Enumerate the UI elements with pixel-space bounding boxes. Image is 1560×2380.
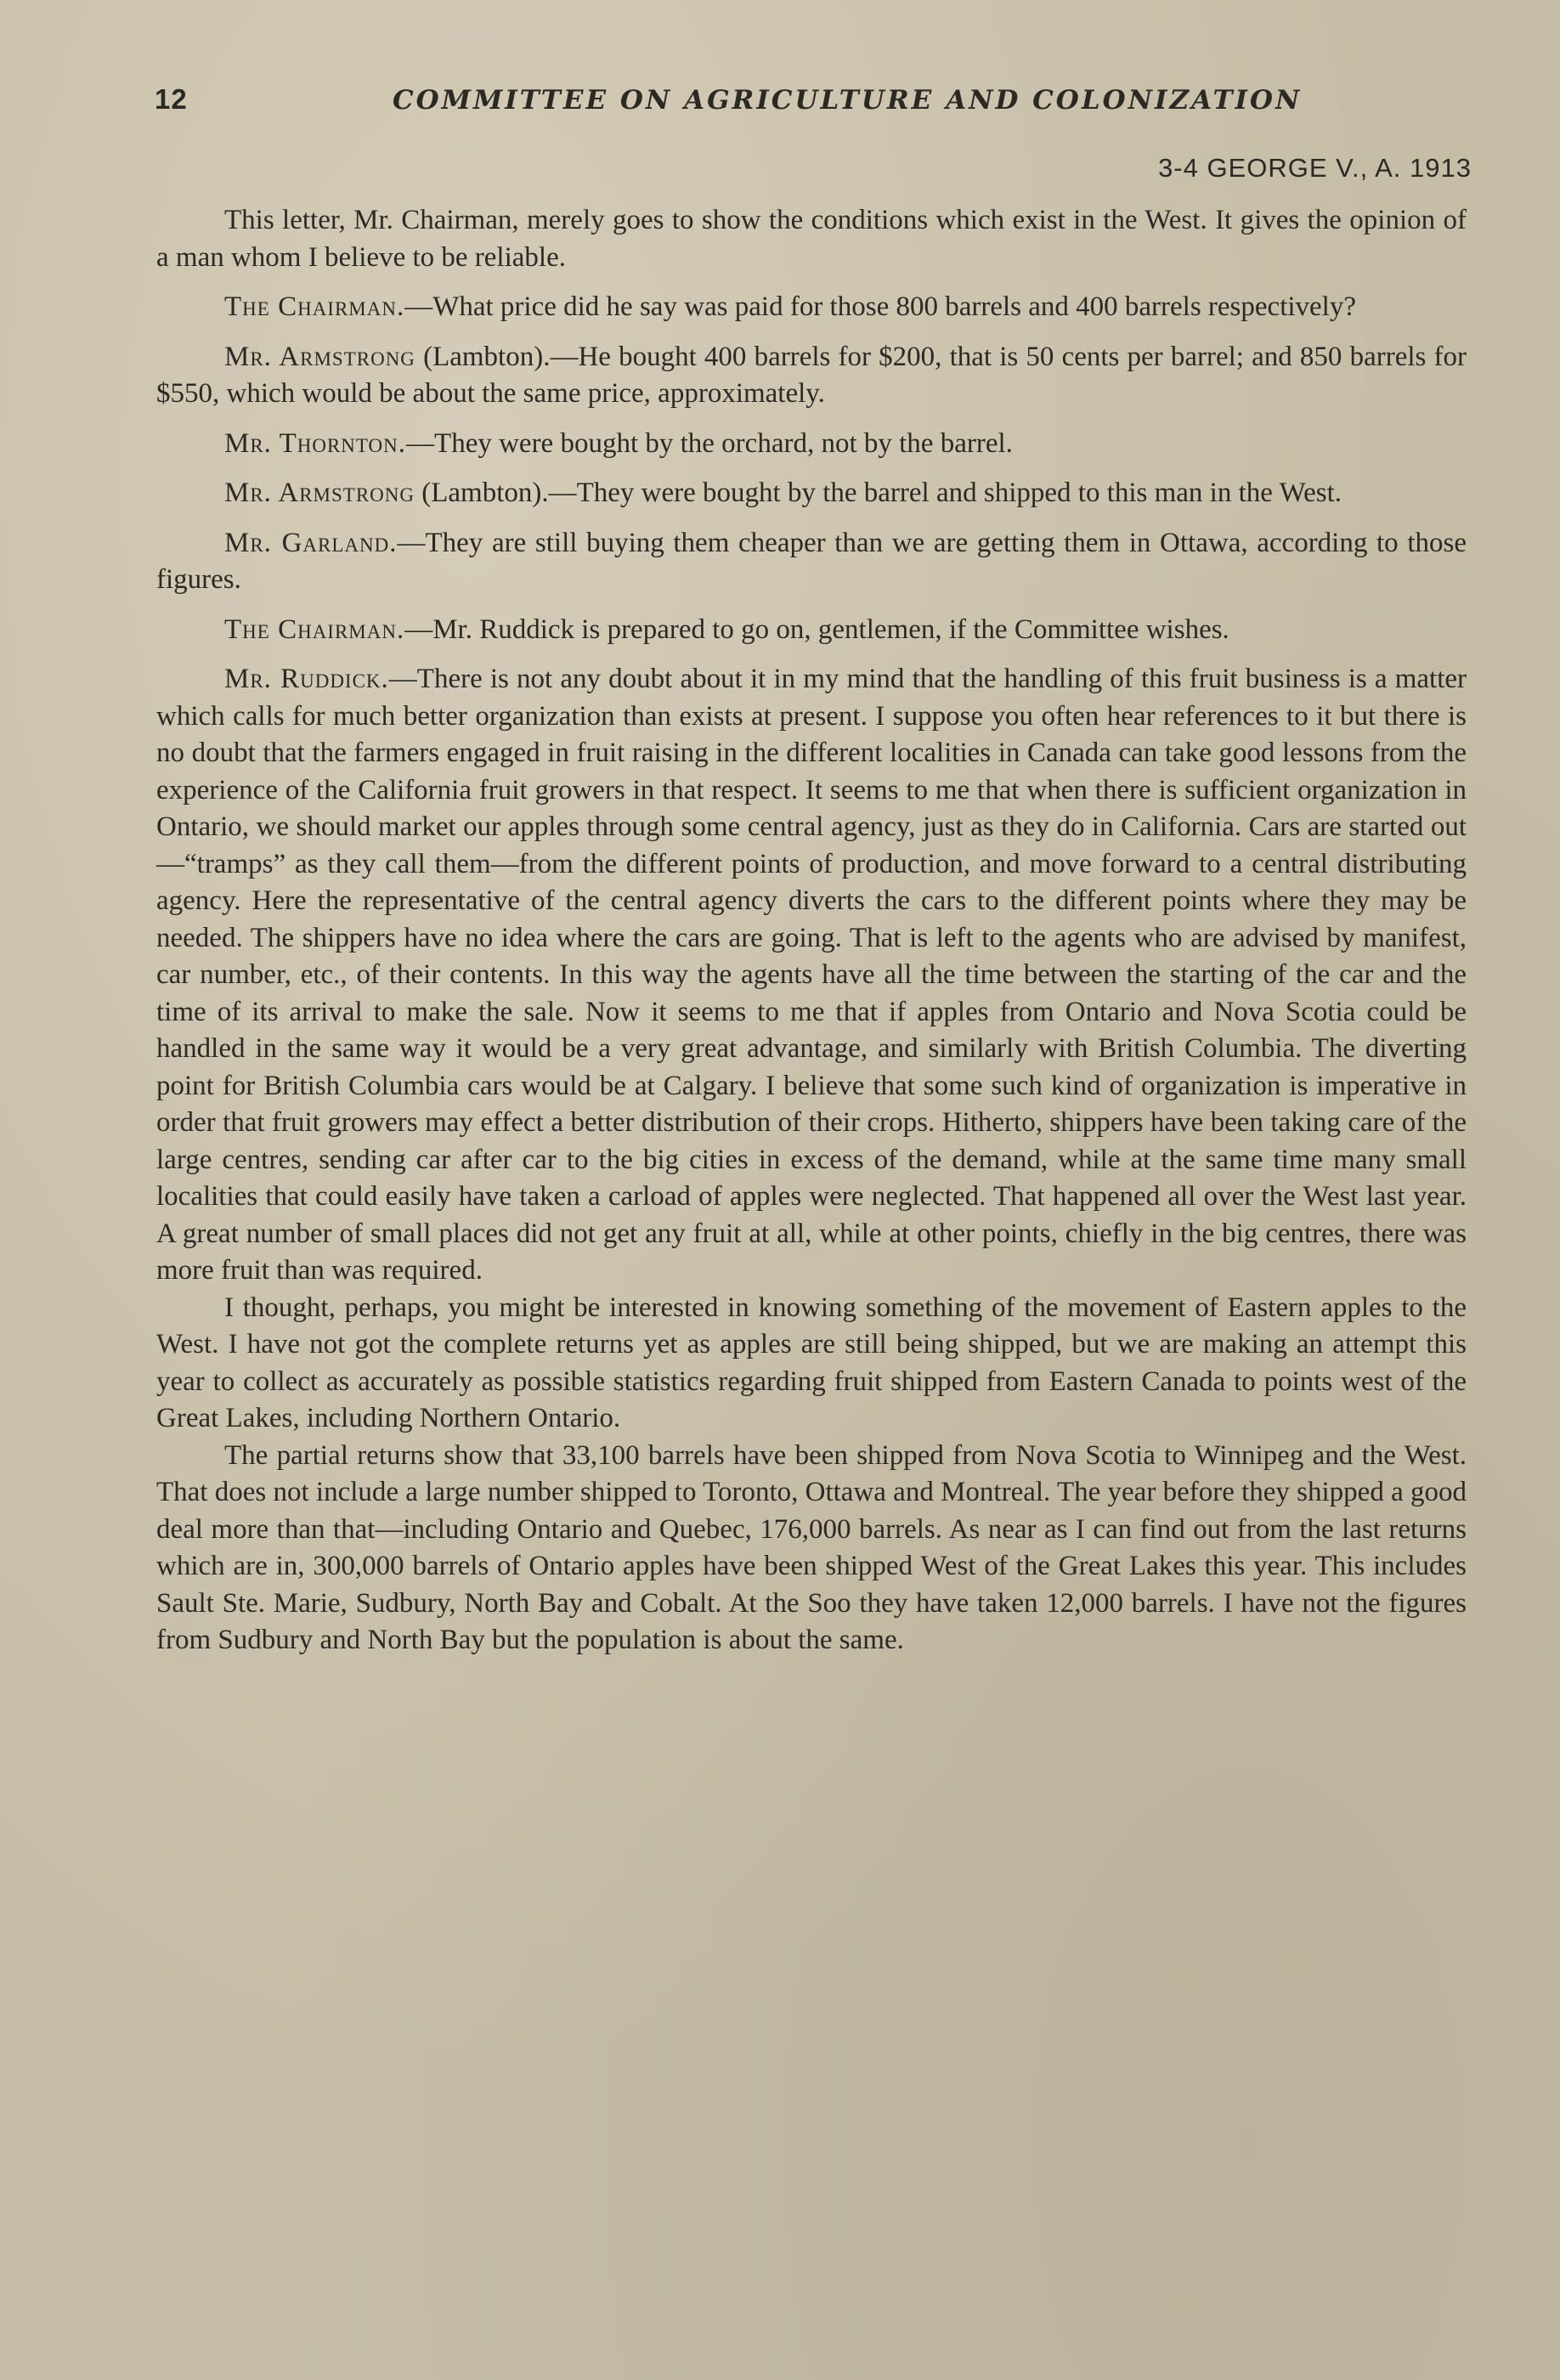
speaker-name: Mr. Thornton. [224,427,407,459]
paragraph [156,1290,1467,1438]
paragraph-text: —There is not any doubt about it in my mind that the handling of this fruit business is a matter which calls for much better organization than exists at present. I suppose you often hear references to it but there is no doubt that the farmers engaged in fruit raising in the different localities in Canada can take good lessons from the experience of the California fruit growers in that respect. It seems to me that when there is sufficient organization in Ontario, we should market our apples through some central agency, just as they do in California. Cars are started out—“tramps” as they call them—from the different points of production, and move forward to a central distributing agency. Here the representative of the central agency diverts the cars to the different points where they may be needed. The shippers have no idea where the cars are going. That is left to the agents who are advised by manifest, car number, etc., of their contents. In this way the agents have all the time between the starting of the car and the time of its arrival to make the sale. Now it seems to me that if apples from Ontario and Nova Scotia could be handled in the same way it would be a very great advantage, and similarly with British Columbia. The diverting point for British Columbia cars would be at Calgary. I believe that some such kind of organization is imperative in order that fruit growers may effect a better distribution of their crops. Hitherto, shippers have been taking care of the large centres, sending car after car to the big cities in excess of the demand, while at the same time many small localities that could easily have taken a carload of apples were neglected. That happened all over the West last year. A great number of small places did not get any fruit at all, while at other points, chiefly in the big centres, there was more fruit than was required. [156,664,1467,1286]
speaker-name: Mr. Armstrong [224,341,415,372]
paragraph [156,525,1467,599]
paragraph [156,612,1467,649]
paragraph [156,661,1467,1290]
paragraph [156,339,1467,413]
speaker-name: The Chairman. [224,613,405,645]
paragraph-text: The partial returns show that 33,100 barrels have been shipped from Nova Scotia to Winnipeg and the West. That does not include a large number shipped to Toronto, Ottawa and Montreal. The year before they shipped a good deal more than that—including Ontario and Quebec, 176,000 barrels. As near as I can find out from the last returns which are in, 300,000 barrels of Ontario apples have been shipped West of the Great Lakes this year. This includes Sault Ste. Marie, Sudbury, North Bay and Cobalt. At the Soo they have taken 12,000 barrels. I have not the figures from Sudbury and North Bay but the population is about the same. [156,1439,1467,1655]
body-text [156,202,1467,1659]
speaker-name: Mr. Armstrong [224,478,415,508]
paragraph-text: This letter, Mr. Chairman, merely goes to show the conditions which exist in the West. It gives the opinion of a man whom I believe to be reliable. [156,205,1467,273]
paragraph-text: —What price did he say was paid for those 800 barrels and 400 barrels respectively? [404,291,1356,322]
page-header [155,83,1472,126]
speaker-name: Mr. Garland. [224,527,398,558]
paragraph [156,426,1467,463]
speaker-name: The Chairman. [224,291,405,322]
session-citation: 3-4 GEORGE V., A. 1913 [1158,153,1472,183]
paragraph-text: (Lambton).—He bought 400 barrels for $200, that is 50 cents per barrel; and 850 barrels for $550, which would be about the same price, approximately. [156,341,1467,409]
page-number: 12 [155,83,188,115]
paragraph-text: —They were bought by the orchard, not by the barrel. [406,427,1013,459]
paragraph [156,1438,1467,1659]
speaker-name: Mr. Ruddick. [224,664,389,694]
paragraph [156,289,1467,326]
paragraph [156,202,1467,276]
paragraph-text: (Lambton).—They were bought by the barrel and shipped to this man in the West. [415,478,1342,508]
running-title: COMMITTEE ON AGRICULTURE AND COLONIZATION [393,85,1303,116]
paragraph [156,475,1467,512]
paragraph-text: I thought, perhaps, you might be interested in knowing something of the movement of Eastern apples to the West. I have not got the complete returns yet as apples are still being shipped, but we are making an attempt this year to collect as accurately as possible statistics regarding fruit shipped from Eastern Canada to points west of the Great Lakes, including Northern Ontario. [156,1292,1467,1433]
paragraph-text: —They are still buying them cheaper than we are getting them in Ottawa, according to those figures. [156,527,1467,595]
paragraph-text: —Mr. Ruddick is prepared to go on, gentlemen, if the Committee wishes. [404,613,1229,645]
